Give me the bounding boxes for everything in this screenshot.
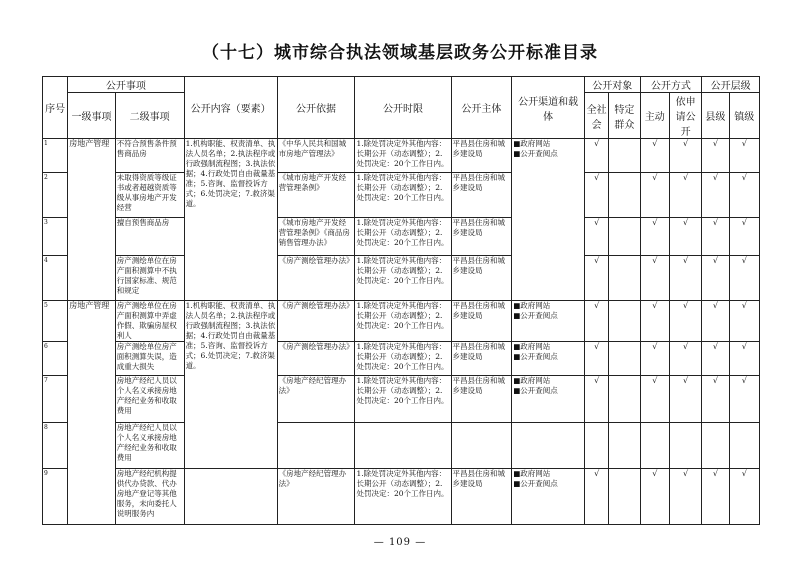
check-mark: √ — [729, 301, 759, 342]
check-mark: √ — [729, 376, 759, 423]
empty-cell — [609, 423, 640, 469]
catalog-table — [42, 76, 760, 525]
check-mark: √ — [640, 218, 669, 256]
check-mark: √ — [729, 139, 759, 173]
level2-cell: 房产测绘单位在房产面积测算中弄虚作假、欺骗房屋权利人 — [115, 301, 184, 342]
header-level: 公开层级 — [702, 77, 760, 93]
basis-cell: 《房产测绘管理办法》 — [277, 301, 355, 342]
check-mark: √ — [729, 342, 759, 376]
check-mark: √ — [669, 301, 701, 342]
header-level-county: 县级 — [702, 93, 729, 139]
content-cell — [184, 469, 277, 525]
header-time: 公开时限 — [355, 77, 451, 139]
level2-cell: 擅自预售商品房 — [115, 218, 184, 256]
empty-cell — [609, 139, 640, 173]
row-number: 8 — [43, 423, 68, 469]
check-mark: √ — [584, 342, 608, 376]
header-obj-specific: 特定群众 — [609, 93, 640, 139]
subject-cell: 平昌县住房和城乡建设局 — [451, 218, 512, 256]
row-number: 1 — [43, 139, 68, 173]
check-mark: √ — [729, 218, 759, 256]
table-row — [43, 173, 760, 218]
check-mark: √ — [640, 256, 669, 301]
subject-cell: 平昌县住房和城乡建设局 — [451, 342, 512, 376]
level1-cell: 房地产管理 — [68, 139, 116, 301]
basis-cell: 《城市房地产开发经营管理条例》 — [277, 173, 355, 218]
empty-cell — [729, 423, 759, 469]
empty-cell — [609, 173, 640, 218]
empty-cell — [609, 301, 640, 342]
level2-cell: 不符合预售条件预售商品房 — [115, 139, 184, 173]
row-number: 4 — [43, 256, 68, 301]
header-content: 公开内容（要素） — [184, 77, 277, 139]
check-mark: √ — [669, 256, 701, 301]
level2-cell: 房地产经纪人员以个人名义承接房地产经纪业务和收取费用 — [115, 376, 184, 423]
row-number: 2 — [43, 173, 68, 218]
empty-cell — [640, 423, 669, 469]
row-number: 3 — [43, 218, 68, 256]
header-matters: 公开事项 — [68, 77, 184, 93]
subject-cell: 平昌县住房和城乡建设局 — [451, 139, 512, 173]
header-method-active: 主动 — [640, 93, 669, 139]
check-mark: √ — [669, 218, 701, 256]
header-seq: 序号 — [43, 77, 68, 139]
empty-cell — [609, 218, 640, 256]
empty-cell — [609, 469, 640, 525]
channel-cell: ■政府网站 ■公开查阅点 — [512, 342, 585, 376]
header-basis: 公开依据 — [277, 77, 355, 139]
check-mark: √ — [702, 173, 729, 218]
table-row — [43, 218, 760, 256]
check-mark: √ — [640, 376, 669, 423]
table-row — [43, 139, 760, 173]
header-level2: 二级事项 — [115, 93, 184, 139]
table-row — [43, 423, 760, 469]
empty-cell — [702, 423, 729, 469]
header-channel: 公开渠道和载体 — [512, 77, 585, 139]
table-row — [43, 376, 760, 423]
check-mark: √ — [669, 469, 701, 525]
check-mark: √ — [584, 301, 608, 342]
level1-cell: 房地产管理 — [68, 301, 116, 525]
header-method-request: 依申请公开 — [669, 93, 701, 139]
table-row — [43, 469, 760, 525]
subject-cell: 平昌县住房和城乡建设局 — [451, 173, 512, 218]
check-mark: √ — [729, 173, 759, 218]
basis-cell: 《房地产经纪管理办法》 — [277, 469, 355, 525]
table-row — [43, 256, 760, 301]
basis-cell: 《房产测绘管理办法》 — [277, 256, 355, 301]
check-mark: √ — [669, 342, 701, 376]
channel-cell: ■政府网站 ■公开查阅点 — [512, 139, 585, 301]
check-mark: √ — [584, 256, 608, 301]
channel-cell: ■政府网站 ■公开查阅点 — [512, 469, 585, 525]
check-mark: √ — [669, 173, 701, 218]
header-obj-society: 全社会 — [584, 93, 608, 139]
time-cell: 1.除处罚决定外其他内容：长期公开（动态调整）；2.处罚决定：20个工作日内。 — [355, 173, 451, 218]
level2-cell: 房产测绘单位房产面积测算失误，造成重大损失 — [115, 342, 184, 376]
basis-cell — [277, 423, 355, 469]
row-number: 5 — [43, 301, 68, 342]
time-cell: 1.除处罚决定外其他内容：长期公开（动态调整）；2.处罚决定：20个工作日内。 — [355, 301, 451, 342]
header-method: 公开方式 — [640, 77, 702, 93]
header-level-town: 镇级 — [729, 93, 759, 139]
header-level1: 一级事项 — [68, 93, 116, 139]
content-cell: 1.机构职能、权责清单、执法人员名单；2.执法程序或行政强制流程图；3.执法依据；4.行政处罚自由裁量基准；5.咨询、监督投诉方式；6.处罚决定；7.救济渠道。 — [184, 301, 277, 469]
check-mark: √ — [702, 342, 729, 376]
basis-cell: 《房地产经纪管理办法》 — [277, 376, 355, 423]
check-mark: √ — [669, 139, 701, 173]
level2-cell: 未取得资质等级证书或者超越资质等级从事房地产开发经营 — [115, 173, 184, 218]
level2-cell: 房地产经纪人员以个人名义承接房地产经纪业务和收取费用 — [115, 423, 184, 469]
subject-cell — [451, 423, 512, 469]
channel-cell: ■政府网站 ■公开查阅点 — [512, 376, 585, 423]
table-row — [43, 342, 760, 376]
channel-cell: ■政府网站 ■公开查阅点 — [512, 301, 585, 342]
check-mark: √ — [584, 218, 608, 256]
row-number: 6 — [43, 342, 68, 376]
check-mark: √ — [702, 139, 729, 173]
time-cell: 1.除处罚决定外其他内容：长期公开（动态调整）；2.处罚决定：20个工作日内。 — [355, 469, 451, 525]
empty-cell — [609, 376, 640, 423]
check-mark: √ — [669, 376, 701, 423]
empty-cell — [609, 342, 640, 376]
basis-cell: 《中华人民共和国城市房地产管理法》 — [277, 139, 355, 173]
check-mark: √ — [640, 301, 669, 342]
basis-cell: 《房产测绘管理办法》 — [277, 342, 355, 376]
check-mark: √ — [729, 469, 759, 525]
check-mark: √ — [702, 469, 729, 525]
page-title: （十七）城市综合执法领域基层政务公开标准目录 — [202, 43, 598, 63]
check-mark: √ — [640, 173, 669, 218]
row-number: 9 — [43, 469, 68, 525]
time-cell: 1.除处罚决定外其他内容：长期公开（动态调整）；2.处罚决定：20个工作日内。 — [355, 256, 451, 301]
check-mark: √ — [729, 256, 759, 301]
check-mark: √ — [584, 173, 608, 218]
check-mark: √ — [584, 469, 608, 525]
subject-cell: 平昌县住房和城乡建设局 — [451, 256, 512, 301]
empty-cell — [584, 423, 608, 469]
subject-cell: 平昌县住房和城乡建设局 — [451, 301, 512, 342]
time-cell: 1.除处罚决定外其他内容：长期公开（动态调整）；2.处罚决定：20个工作日内。 — [355, 218, 451, 256]
page-number: — 109 — — [373, 537, 427, 548]
header-subject: 公开主体 — [451, 77, 512, 139]
channel-cell — [512, 423, 585, 469]
empty-cell — [609, 256, 640, 301]
time-cell: 1.除处罚决定外其他内容：长期公开（动态调整）；2.处罚决定：20个工作日内。 — [355, 139, 451, 173]
time-cell: 1.除处罚决定外其他内容：长期公开（动态调整）；2.处罚决定：20个工作日内。 — [355, 376, 451, 423]
check-mark: √ — [702, 256, 729, 301]
subject-cell: 平昌县住房和城乡建设局 — [451, 376, 512, 423]
level2-cell: 房产测绘单位在房产面积测算中不执行国家标准、规范和规定 — [115, 256, 184, 301]
header-object: 公开对象 — [584, 77, 640, 93]
empty-cell — [669, 423, 701, 469]
time-cell — [355, 423, 451, 469]
table-row — [43, 301, 760, 342]
check-mark: √ — [640, 342, 669, 376]
row-number: 7 — [43, 376, 68, 423]
basis-cell: 《城市房地产开发经营管理条例》《商品房销售管理办法》 — [277, 218, 355, 256]
check-mark: √ — [584, 376, 608, 423]
check-mark: √ — [702, 218, 729, 256]
check-mark: √ — [640, 469, 669, 525]
check-mark: √ — [702, 301, 729, 342]
check-mark: √ — [584, 139, 608, 173]
time-cell: 1.除处罚决定外其他内容：长期公开（动态调整）；2.处罚决定：20个工作日内。 — [355, 342, 451, 376]
check-mark: √ — [702, 376, 729, 423]
subject-cell: 平昌县住房和城乡建设局 — [451, 469, 512, 525]
level2-cell: 房地产经纪机构提供代办贷款、代办房地产登记等其他服务，未向委托人说明服务内 — [115, 469, 184, 525]
content-cell: 1.机构职能、权责清单、执法人员名单；2.执法程序或行政强制流程图；3.执法依据；4.行政处罚自由裁量基准；5.咨询、监督投诉方式；6.处罚决定；7.救济渠道。 — [184, 139, 277, 301]
check-mark: √ — [640, 139, 669, 173]
